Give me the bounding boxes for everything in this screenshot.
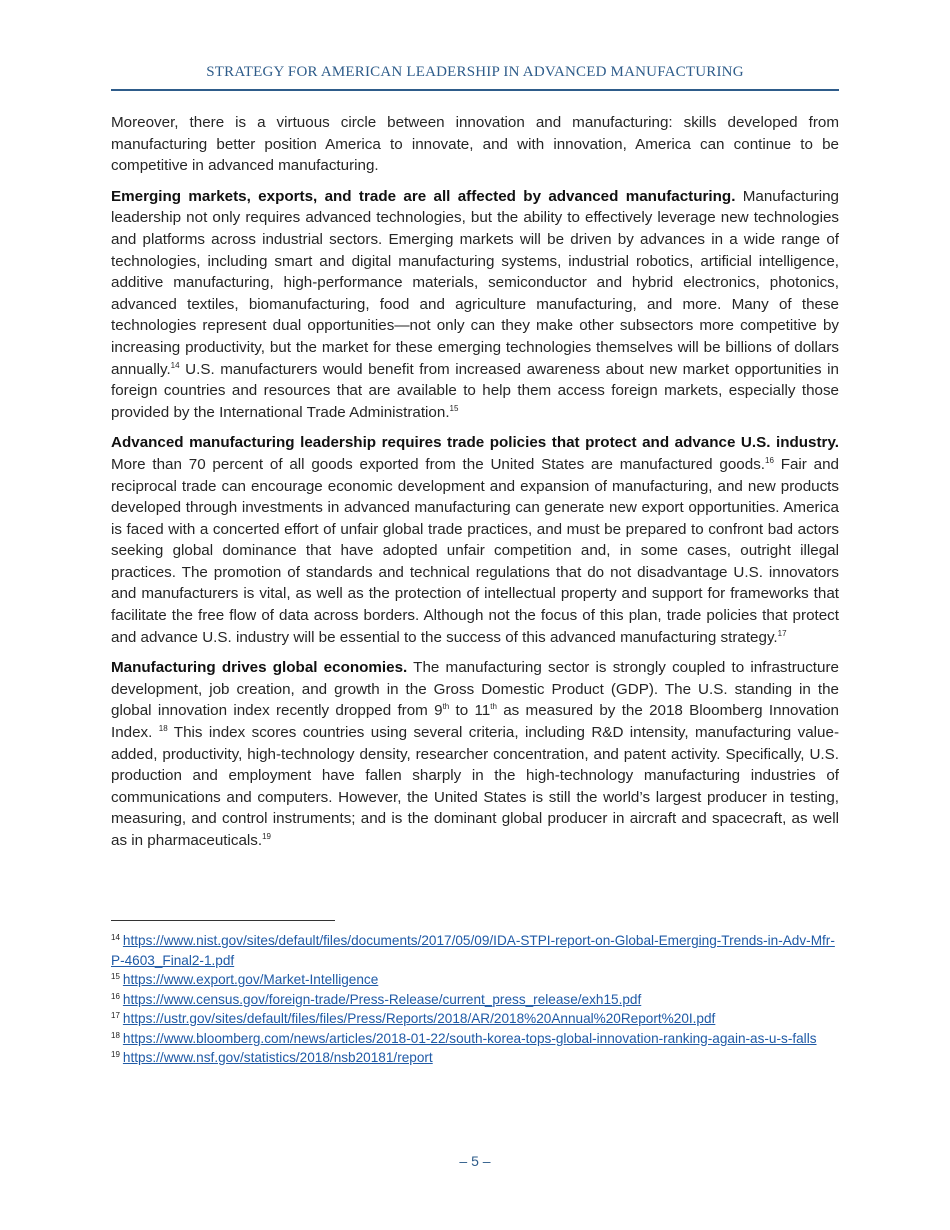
footnote-number: 14 — [111, 933, 120, 942]
paragraph-text: This index scores countries using several criteria, including R&D intensity, manufacturing value-added, productivity, high-technology density, researcher concentration, and patent activity. Specifically, U.S. production and employment have fallen sharply in the high-technology manufacturing industries of communications and computers. However, the United States is still the world’s largest producer in testing, measuring, and control instruments; and is the dominant global producer in aircraft and spacecraft, as well as in pharmaceuticals. — [111, 724, 840, 849]
paragraph-text: The manufacturing sector is strongly coupled to infrastructure development, job creation, and growth in the Gross Domestic Product (GDP). The U.S. standing in the global innovation index recently dropped from 9 — [111, 659, 839, 720]
footnote-ref-15[interactable]: 15 — [449, 403, 459, 413]
paragraph-text: Fair and reciprocal trade can encourage economic development and expansion of manufacturing, and new products developed through investments in advanced manufacturing can generate new export opportunities. America is faced with a concerted effort of unfair global trade practices, and must be prepared to confront bad actors seeking global dominance that have adopted unfair competition and, in some cases, outright illegal practices. The promotion of standards and technical regulations that do not disadvantage U.S. innovators and manufacturers is vital, as well as the protection of intellectual property and support for frameworks that facilitate the free flow of data across borders. Although not the focus of this plan, trade policies that protect and advance U.S. industry will be essential to the success of this advanced manufacturing strategy. — [111, 455, 840, 646]
footnote-item — [111, 970, 839, 990]
paragraph-text: More than 70 percent of all goods exported from the United States are manufactured goods. — [111, 455, 766, 473]
footnote-item — [111, 1048, 839, 1068]
paragraph-text: Moreover, there is a virtuous circle between innovation and manufacturing: skills developed from manufacturing better position America to innovate, and with innovation, America can continue to be competitive in advanced manufacturing. — [111, 114, 839, 175]
paragraph-lead-heading: Advanced manufacturing leadership requires trade policies that protect and advance U.S. industry. — [111, 434, 839, 452]
footnote-item — [111, 990, 839, 1010]
footnote-ref-19[interactable]: 19 — [262, 832, 272, 841]
footnote-link[interactable]: https://www.export.gov/Market-Intelligence — [122, 972, 379, 987]
footnote-link[interactable]: https://www.nist.gov/sites/default/files/documents/2017/05/09/IDA-STPI-report-on-Global-Emerging-Trends-in-Adv-Mfr-P-4603_Final2-1.pdf — [111, 933, 835, 968]
paragraph-emerging-markets — [111, 186, 839, 424]
footnote-link[interactable]: https://www.bloomberg.com/news/articles/2018-01-22/south-korea-tops-global-innovation-ranking-again-as-u-s-falls — [122, 1030, 817, 1046]
footnote-number: 17 — [111, 1011, 120, 1020]
footnote-ref-17[interactable]: 17 — [777, 628, 787, 638]
paragraph-text: as measured by the 2018 Bloomberg Innovation Index. — [111, 702, 839, 742]
page-number: – 5 – — [459, 1153, 491, 1169]
paragraph-text: Manufacturing leadership not only requires advanced technologies, but the ability to effectively leverage new technologies and platforms across industrial sectors. Emerging markets will be driven by advances in a wide range of technologies, including smart and digital manufacturing systems, industrial robotics, artificial intelligence, additive manufacturing, high-performance materials, semiconductor and hybrid electronics, photonics, advanced textiles, biomanufacturing, food and agriculture manufacturing, and more. Many of these technologies represent dual opportunities—not only can they make other subsectors more competitive by increasing productivity, but the market for these emerging technologies themselves will be billions of dollars annually. — [111, 187, 840, 378]
ordinal-suffix: th — [442, 702, 450, 712]
paragraph-text: U.S. manufacturers would benefit from increased awareness about new market opportunities in foreign countries and resources that are available to help them access foreign markets, especially those provided by the International Trade Administration. — [111, 360, 839, 421]
footnote-number: 19 — [111, 1050, 120, 1059]
footnote-ref-18[interactable]: 18 — [158, 724, 168, 734]
footnote-link[interactable]: https://www.census.gov/foreign-trade/Press-Release/current_press_release/exh15.pdf — [122, 991, 642, 1007]
running-header-title: STRATEGY FOR AMERICAN LEADERSHIP IN ADVANCED MANUFACTURING — [206, 64, 744, 80]
footnote-ref-16[interactable]: 16 — [765, 455, 774, 465]
footnote-link[interactable]: https://ustr.gov/sites/default/files/files/Press/Reports/2018/AR/2018%20Annual%20Report%20I.pdf — [122, 1011, 716, 1026]
footnote-ref-14[interactable]: 14 — [170, 360, 180, 370]
footnote-number: 15 — [111, 972, 120, 981]
paragraph-virtuous-circle — [111, 112, 839, 177]
footnotes-list — [111, 931, 839, 1068]
paragraph-trade-policies — [111, 432, 839, 648]
footnote-item — [111, 1029, 839, 1049]
paragraph-global-economies — [111, 657, 839, 851]
ordinal-suffix: th — [490, 702, 497, 712]
footnote-link[interactable]: https://www.nsf.gov/statistics/2018/nsb20181/report — [122, 1050, 433, 1065]
header-divider — [111, 89, 839, 91]
body-text — [111, 112, 839, 861]
footnote-item — [111, 931, 839, 970]
footnote-number: 18 — [111, 1030, 120, 1040]
paragraph-lead-heading: Manufacturing drives global economies. — [111, 659, 408, 677]
footnote-separator — [111, 920, 335, 921]
paragraph-lead-heading: Emerging markets, exports, and trade are all affected by advanced manufacturing. — [111, 187, 736, 205]
footnote-number: 16 — [111, 991, 120, 1001]
footnote-item — [111, 1009, 839, 1029]
paragraph-text: to 11 — [449, 702, 491, 720]
